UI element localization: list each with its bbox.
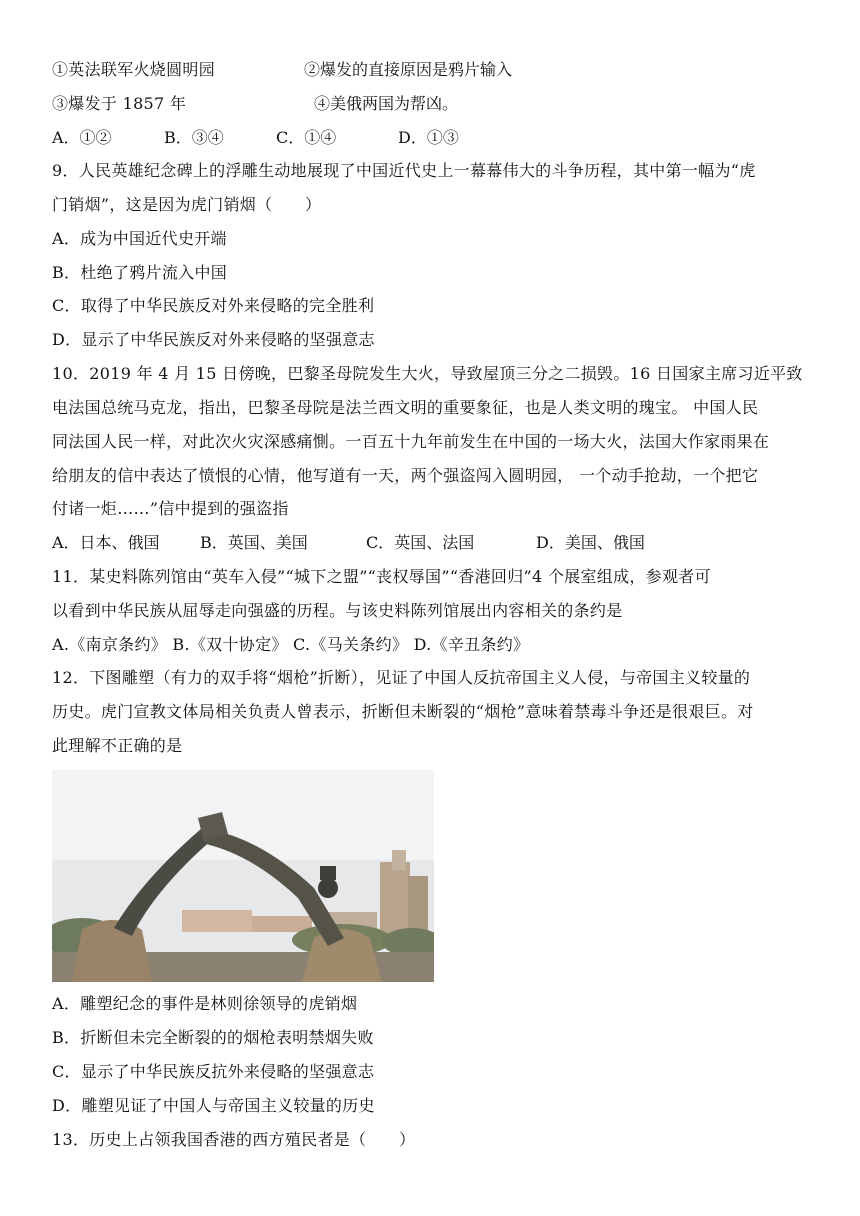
q12-stem-line-1: 12．下图雕塑（有力的双手将“烟枪”折断），见证了中国人反抗帝国主义人侵，与帝国主义较量的 — [52, 668, 751, 687]
q11-stem-line-1: 11．某史料陈列馆由“英车入侵”“城下之盟”“丧权辱国”“香港回归”4 个展室组成，参观者可 — [52, 567, 711, 586]
q12-option-a: A．雕塑纪念的事件是林则徐领导的虎销烟 — [52, 994, 358, 1013]
q10-stem-line-3: 同法国人民一样，对此次火灾深感痛惻。一百五十九年前发生在中国的一场大火，法国大作家雨果在 — [52, 432, 770, 451]
q12-option-c: C．显示了中华民族反抗外来侵略的坚强意志 — [52, 1062, 375, 1081]
q9-option-a: A．成为中国近代史开端 — [52, 229, 227, 248]
q11-options: A.《南京条约》 B.《双十协定》 C.《马关条约》 D.《辛丑条约》 — [52, 635, 530, 654]
broken-pipe-sculpture-image — [52, 770, 434, 982]
q10-option-d: D．美国、俄国 — [536, 533, 645, 552]
q12-stem-line-2: 历史。虎门宣教文体局相关负责人曾表示，折断但未断裂的“烟枪”意味着禁毒斗争还是很艰巨。对 — [52, 702, 754, 721]
q8-option-a: A．①② — [52, 128, 112, 147]
q10-option-b: B．英国、美国 — [200, 533, 308, 552]
q10-option-c: C．英国、法国 — [366, 533, 475, 552]
q11-stem-line-2: 以看到中华民族从屈辱走向强盛的历程。与该史料陈列馆展出内容相关的条约是 — [52, 601, 623, 620]
q8-option-b: B．③④ — [164, 128, 224, 147]
q8-item-4: ④美俄两国为帮凶。 — [314, 94, 459, 113]
q9-option-c: C．取得了中华民族反对外来侵略的完全胜利 — [52, 296, 375, 315]
q9-option-d: D．显示了中华民族反对外来侵略的坚强意志 — [52, 330, 375, 349]
sculpture-photo — [52, 770, 434, 982]
q12-option-b: B．折断但未完全断裂的的烟枪表明禁烟失败 — [52, 1028, 374, 1047]
q8-option-c: C．①④ — [276, 128, 337, 147]
q9-stem-line-2: 门销烟”，这是因为虎门销烟（ ） — [52, 195, 322, 214]
q12-stem-line-3: 此理解不正确的是 — [52, 736, 183, 755]
q10-stem-line-5: 付诸一炬……”信中提到的强盗指 — [52, 499, 289, 518]
q10-stem-line-1: 10．2019 年 4 月 15 日傍晚，巴黎圣母院发生大火，导致屋顶三分之二损毁。16 日国家主席习近平致 — [52, 364, 803, 383]
q10-stem-line-2: 电法国总统马克龙，指出，巴黎圣母院是法兰西文明的重要象征，也是人类文明的瑰宝。 中国人民 — [52, 398, 759, 417]
q8-option-d: D．①③ — [398, 128, 459, 147]
q10-stem-line-4: 给朋友的信中表达了愤恨的心情，他写道有一天，两个强盗闯入圆明园， 一个动手抢劫，一个把它 — [52, 466, 759, 485]
q8-item-1: ①英法联军火烧圆明园 — [52, 60, 216, 79]
q12-option-d: D．雕塑见证了中国人与帝国主义较量的历史 — [52, 1096, 375, 1115]
q9-stem-line-1: 9．人民英雄纪念碑上的浮雕生动地展现了中国近代史上一幕幕伟大的斗争历程，其中第一幅为“虎 — [52, 161, 756, 180]
q13-stem: 13．历史上占领我国香港的西方殖民者是（ ） — [52, 1130, 416, 1149]
q8-item-2: ②爆发的直接原因是鸦片输入 — [304, 60, 513, 79]
q10-option-a: A．日本、俄国 — [52, 533, 160, 552]
q8-item-3: ③爆发于 1857 年 — [52, 94, 187, 113]
q9-option-b: B．杜绝了鸦片流入中国 — [52, 263, 228, 282]
